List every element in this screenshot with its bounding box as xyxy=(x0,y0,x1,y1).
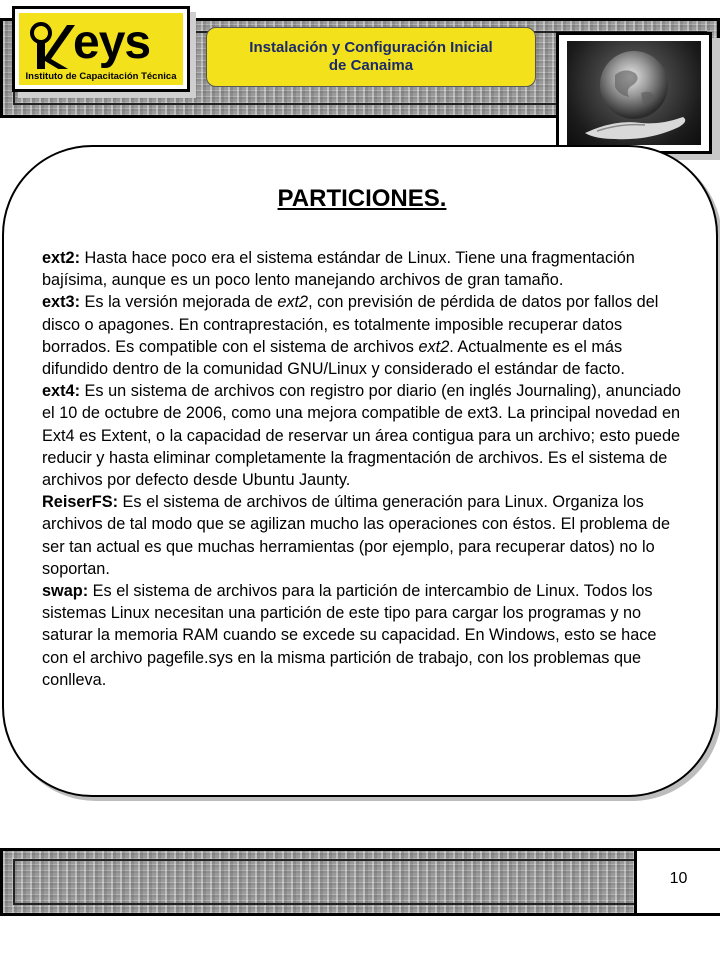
document-title-line2: de Canaima xyxy=(328,57,414,74)
globe-image-frame xyxy=(556,32,712,154)
paragraph-term: ext2: xyxy=(42,249,81,267)
document-title-line1: Instalación y Configuración Inicial xyxy=(249,39,493,56)
paragraph-text: , con previsión de pérdida de datos por fallos del disco o apagones. En contraprestación, es totalmente imposible recuperar datos borrados. Es compatible con el sistema de archivos xyxy=(42,293,659,356)
paragraph-term: ReiserFS: xyxy=(42,493,119,512)
globe-hand-icon xyxy=(567,41,701,145)
footer-band xyxy=(0,848,720,916)
keys-logo xyxy=(12,6,190,92)
paragraph-text: Es el sistema de archivos de última generación para Linux. Organiza los archivos de tal modo que se agilizan mucho las operaciones con éstos. El problema de ser tan actual es que muchas herramientas (por ejemplo, para recuperar datos) no lo soportan. xyxy=(42,493,671,578)
paragraph-term: ext4: xyxy=(42,382,81,401)
logo-k-mark-icon xyxy=(27,19,77,75)
paragraph xyxy=(42,291,682,380)
paragraph xyxy=(42,580,682,691)
logo-background xyxy=(19,13,183,71)
paragraph-text: Es el sistema de archivos para la partición de intercambio de Linux. Todos los sistemas Linux necesitan una partición de este tipo para cargar los programas y no saturar la memoria RAM cuando se excede su capacidad. En Windows, esto se hace con el archivo pagefile.sys en la misma partición de trabajo, con los problemas que conlleva. xyxy=(42,582,657,689)
paragraph-term: swap: xyxy=(42,582,89,601)
paragraph xyxy=(42,491,682,580)
body-text xyxy=(42,247,682,691)
paragraph xyxy=(42,380,682,491)
paragraph-text: ext2 xyxy=(418,337,450,356)
paragraph-text: Hasta hace poco era el sistema estándar de Linux. Tiene una fragmentación bajísima, aunque es un poco lento manejando archivos de gran tamaño. xyxy=(42,249,635,290)
logo-wordmark: eys xyxy=(73,16,151,69)
document-title-box xyxy=(206,27,536,87)
globe-in-hand-image xyxy=(567,41,701,145)
section-title: PARTICIONES. xyxy=(277,185,447,212)
page-number: 10 xyxy=(634,851,720,913)
content-panel xyxy=(2,145,718,797)
paragraph-term: ext3: xyxy=(42,293,81,312)
paragraph-text: ext2 xyxy=(277,293,309,312)
logo-tagline: Instituto de Capacitación Técnica xyxy=(19,69,183,85)
footer-band-inner xyxy=(13,859,707,905)
paragraph-text: Es un sistema de archivos con registro por diario (en inglés Journaling), anunciado el 10 de octubre de 2006, como una mejora compatible de ext3. La principal novedad en Ext4 es Extent, o la capacidad de reservar un área contigua para un archivo; esto puede reducir y hasta eliminar completamente la fragmentación de archivos. Es el sistema de archivos por defecto desde Ubuntu Jaunty. xyxy=(42,382,681,490)
paragraph-text: . Actualmente es el más difundido dentro de la comunidad GNU/Linux y considerado el estándar de facto. xyxy=(42,337,625,379)
paragraph-text: Es la versión mejorada de xyxy=(80,293,278,312)
paragraph xyxy=(42,247,682,291)
